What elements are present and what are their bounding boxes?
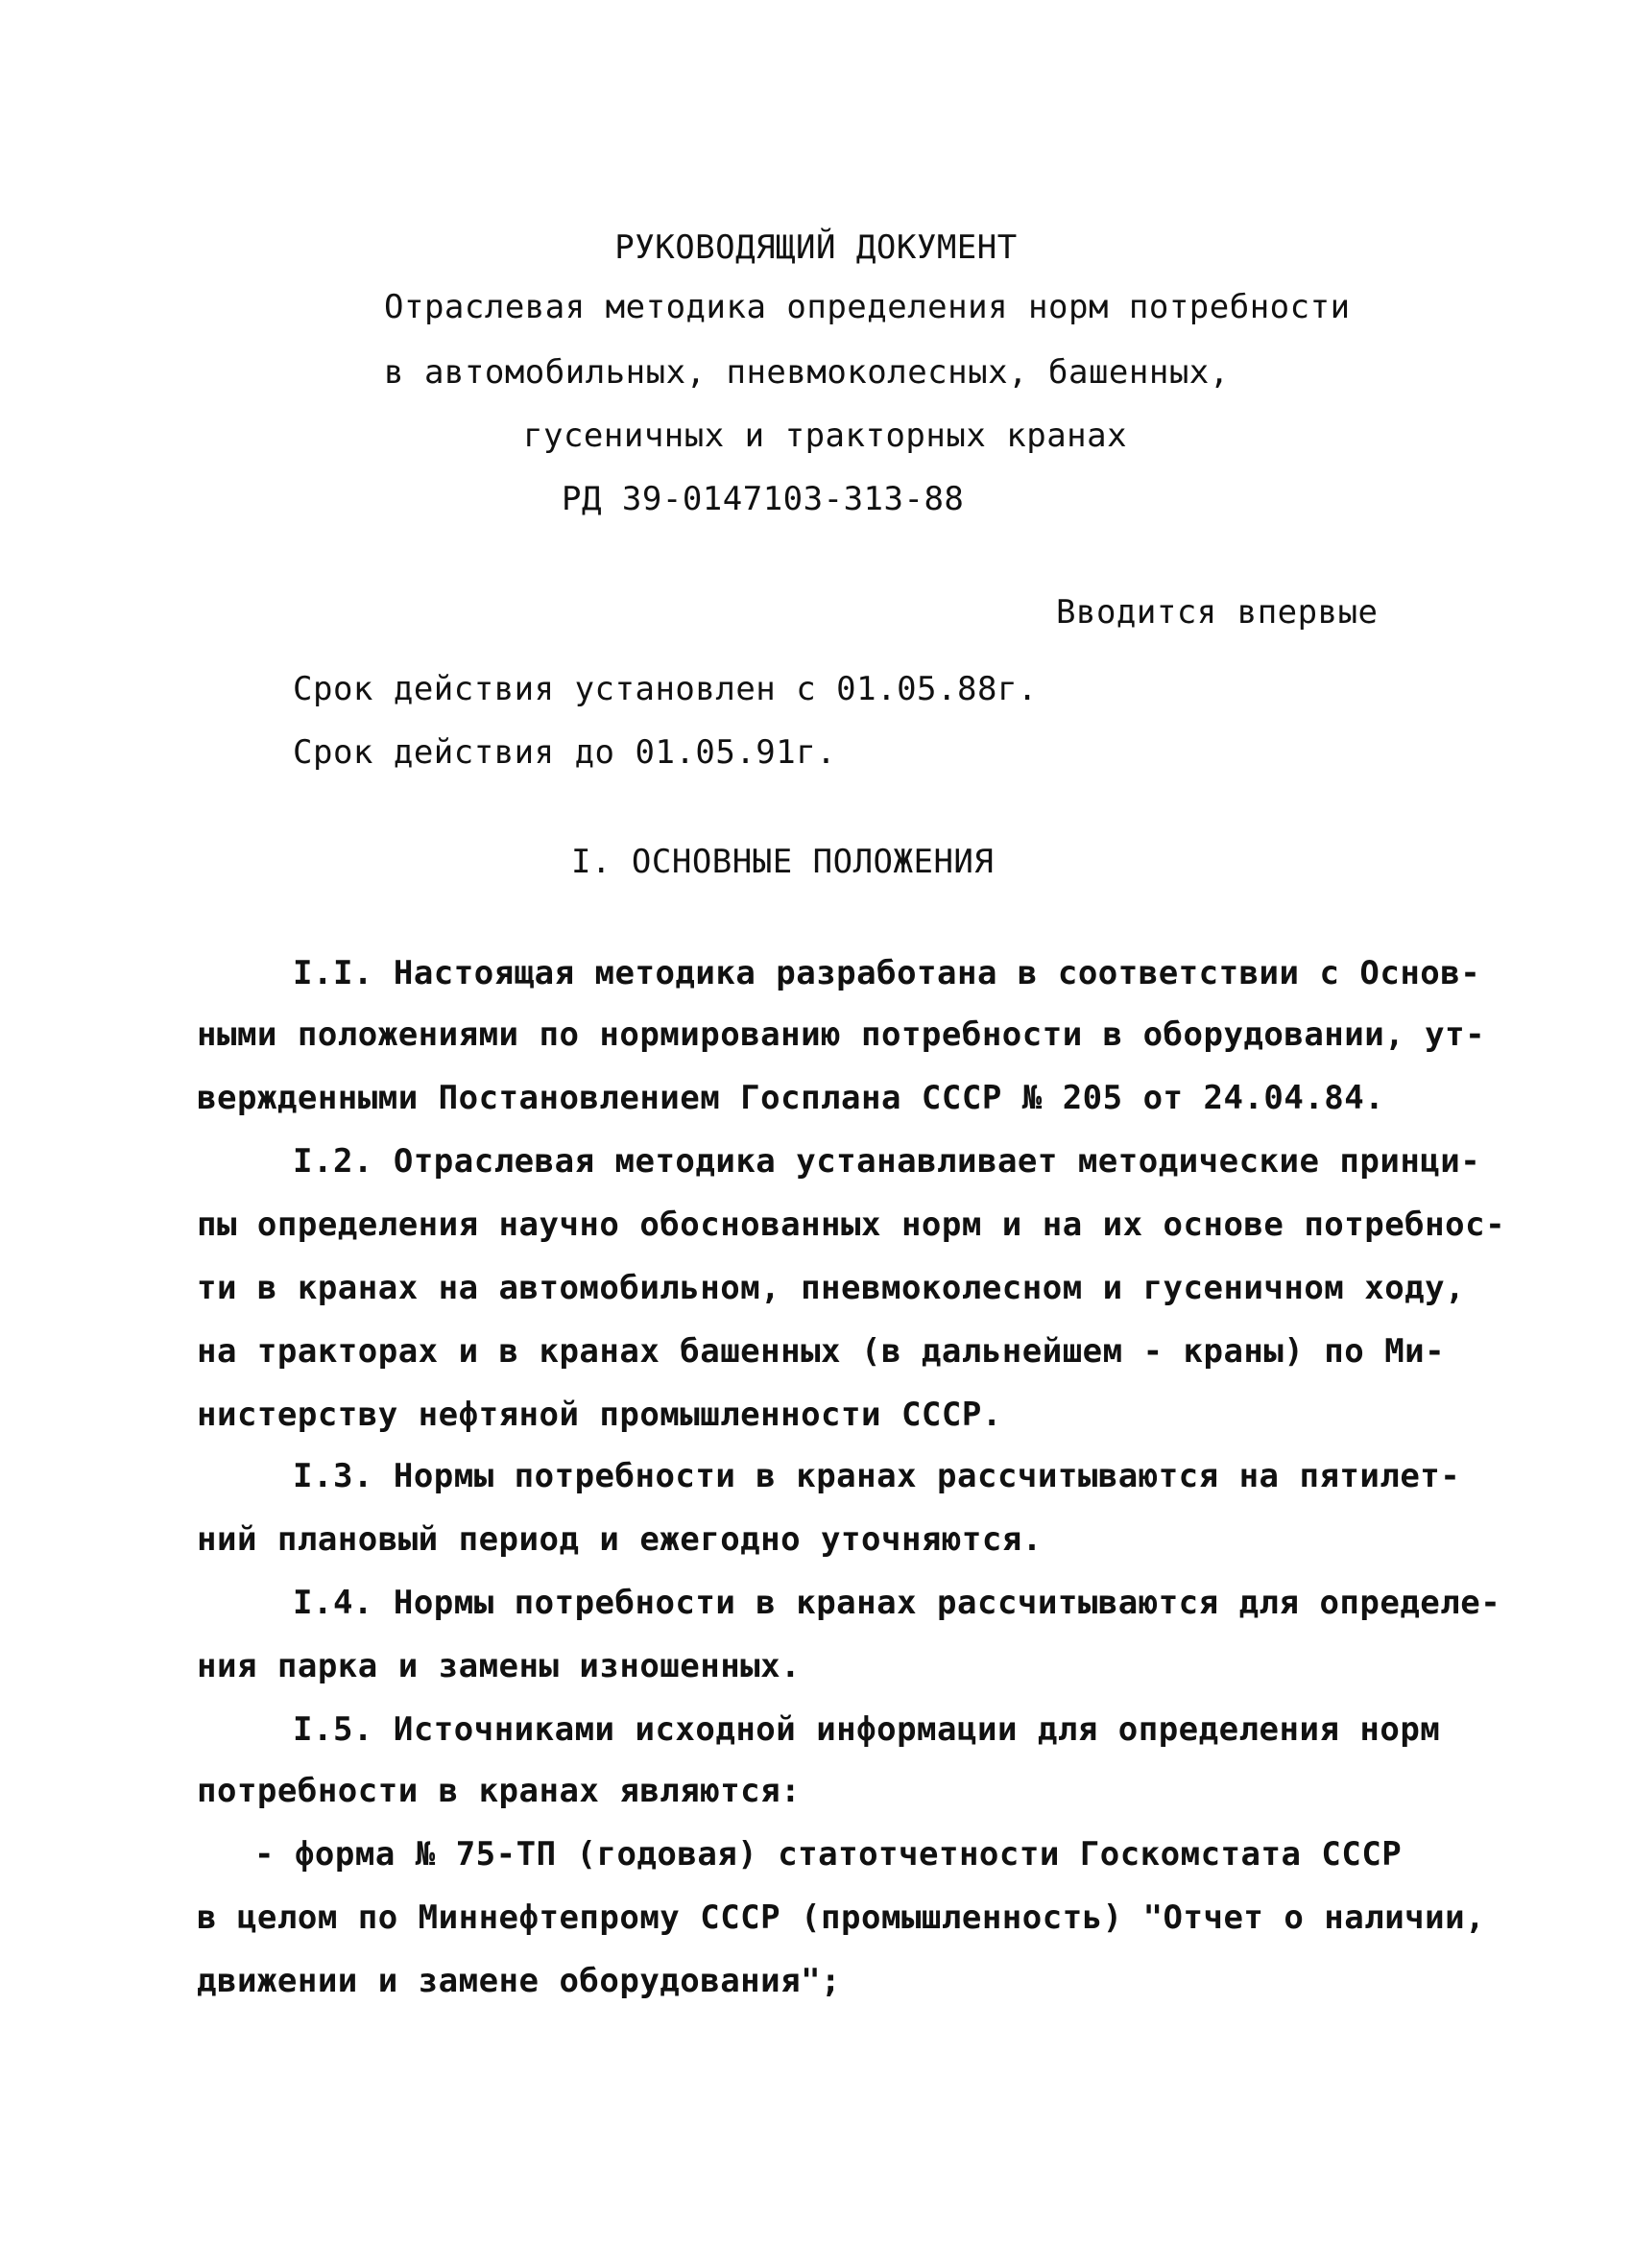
validity-start: Срок действия установлен с 01.05.88г. (293, 670, 1038, 708)
paragraph-line: I.2. Отраслевая методика устанавливает методические принци- (293, 1142, 1481, 1181)
paragraph-line: нистерству нефтяной промышленности СССР. (197, 1396, 1002, 1434)
paragraph-line: ния парка и замены изношенных. (197, 1647, 802, 1685)
paragraph-line: пы определения научно обоснованных норм и на их основе потребнос- (197, 1206, 1506, 1244)
paragraph-line: I.4. Нормы потребности в кранах рассчитываются для определе- (293, 1584, 1501, 1622)
paragraph-line: ными положениями по нормированию потребности в оборудовании, ут- (197, 1015, 1486, 1054)
title-line-1: Отраслевая методика определения норм потребности (384, 288, 1351, 326)
paragraph-line: I.I. Настоящая методика разработана в соответствии с Основ- (293, 954, 1481, 992)
paragraph-line: I.5. Источниками исходной информации для определения норм (293, 1710, 1441, 1749)
intro-note: Вводится впервые (1056, 593, 1379, 632)
paragraph-line: - форма № 75-ТП (годовая) статотчетности Госкомстата СССР (254, 1835, 1403, 1874)
paragraph-line: ний плановый период и ежегодно уточняются. (197, 1520, 1043, 1559)
document-type-heading: РУКОВОДЯЩИЙ ДОКУМЕНТ (614, 228, 1018, 267)
paragraph-line: потребности в кранах являются: (197, 1772, 802, 1810)
paragraph-line: движении и замене оборудования"; (197, 1962, 842, 2000)
document-code: РД 39-0147103-313-88 (562, 480, 965, 518)
paragraph-line: ти в кранах на автомобильном, пневмоколесном и гусеничном ходу, (197, 1269, 1466, 1307)
paragraph-line: в целом по Миннефтепрому СССР (промышленность) "Отчет о наличии, (197, 1898, 1486, 1937)
validity-end: Срок действия до 01.05.91г. (293, 733, 837, 772)
title-line-2: в автомобильных, пневмоколесных, башенных, (384, 353, 1230, 392)
paragraph-line: I.3. Нормы потребности в кранах рассчитываются на пятилет- (293, 1457, 1461, 1495)
paragraph-line: вержденными Постановлением Госплана СССР № 205 от 24.04.84. (197, 1079, 1385, 1117)
section-title: I. ОСНОВНЫЕ ПОЛОЖЕНИЯ (571, 843, 995, 881)
title-line-3: гусеничных и тракторных кранах (523, 417, 1128, 455)
paragraph-line: на тракторах и в кранах башенных (в дальнейшем - краны) по Ми- (197, 1332, 1446, 1371)
